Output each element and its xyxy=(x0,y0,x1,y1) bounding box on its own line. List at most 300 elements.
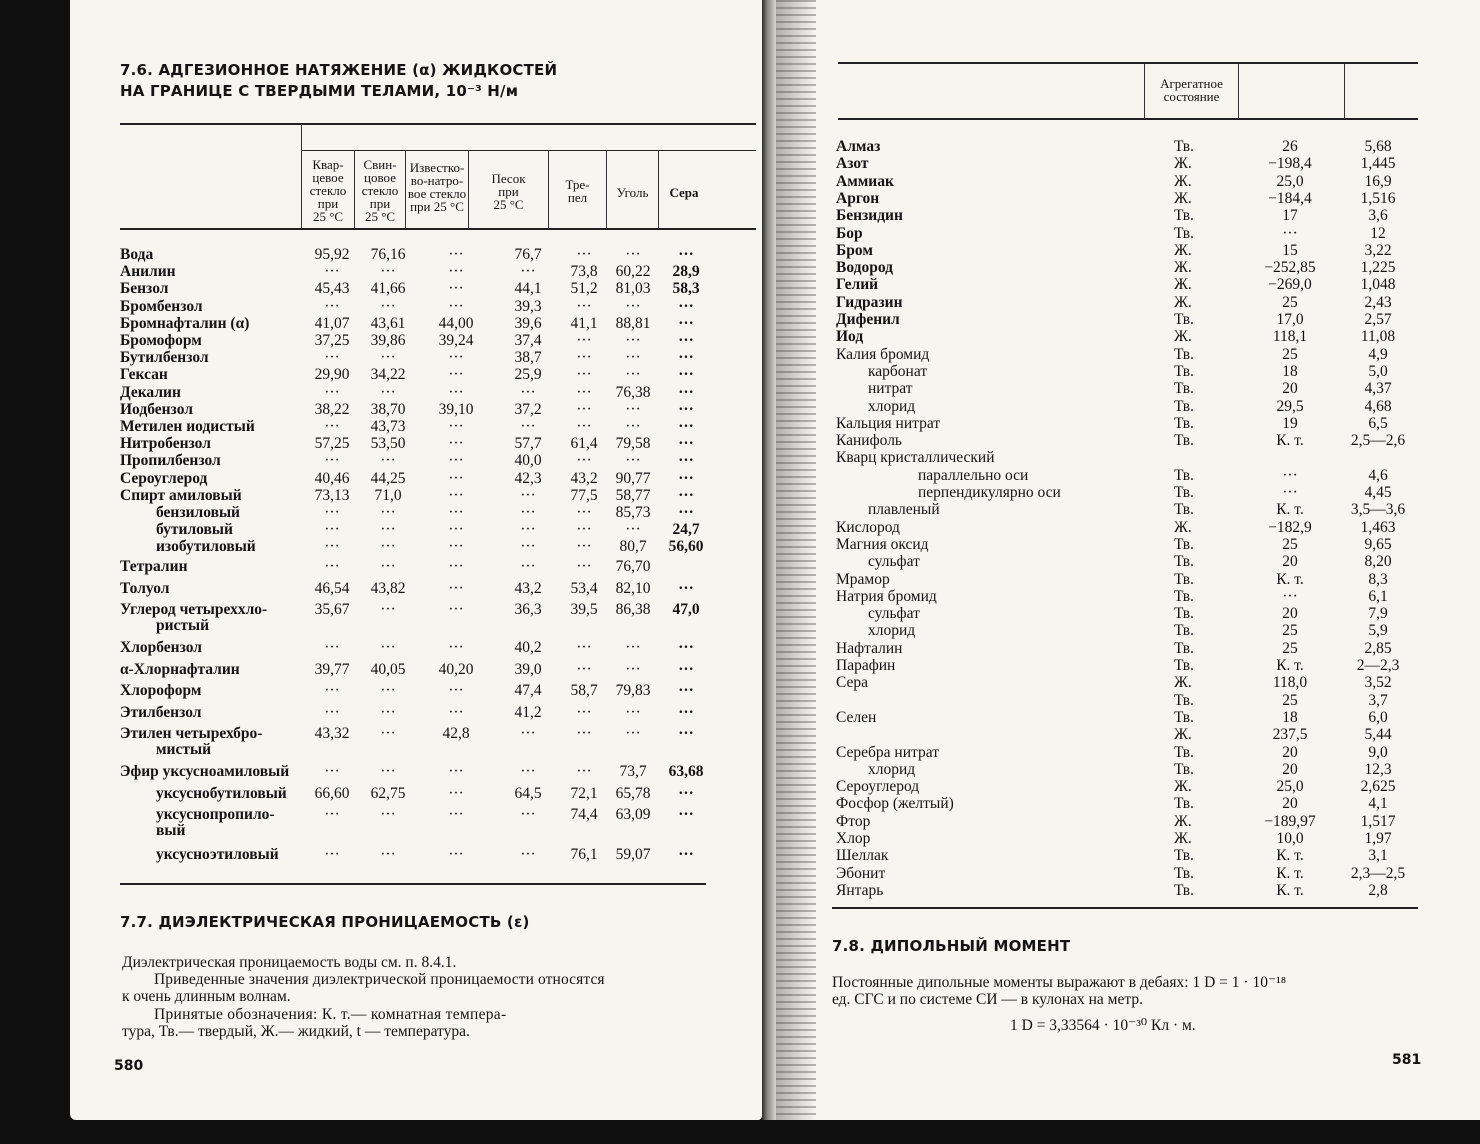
alpha-value: 43,73 xyxy=(370,418,406,435)
alpha-value: ··· xyxy=(625,349,641,367)
alpha-value: ··· xyxy=(448,806,464,824)
alpha-value: ··· xyxy=(380,639,396,657)
liquid-name: Бромоформ xyxy=(120,332,202,349)
page-number-right: 581 xyxy=(1392,1052,1422,1068)
header-lead xyxy=(355,158,405,223)
alpha-value: ··· xyxy=(380,601,396,619)
alpha-value: ··· xyxy=(576,521,592,539)
alpha-value: ··· xyxy=(448,763,464,781)
alpha-value: 38,7 xyxy=(514,349,542,367)
alpha-value: ··· xyxy=(324,538,340,556)
alpha-value: ··· xyxy=(678,418,694,435)
alpha-value: 34,22 xyxy=(370,366,406,384)
alpha-value: 43,2 xyxy=(570,469,598,487)
alpha-value: 80,7 xyxy=(619,538,647,556)
alpha-value: ··· xyxy=(448,579,464,597)
alpha-value: ··· xyxy=(324,639,340,657)
alpha-value: ··· xyxy=(520,558,536,576)
temperature-value: 25 xyxy=(1282,622,1298,640)
alpha-value: 85,73 xyxy=(615,504,651,521)
alpha-value: ··· xyxy=(576,332,592,349)
aggregate-state: Ж. xyxy=(1174,726,1192,744)
alpha-value: ··· xyxy=(520,383,536,401)
permittivity-value: 1,048 xyxy=(1360,276,1396,294)
permittivity-value: 2,43 xyxy=(1364,293,1392,311)
header-sand-line: 25 °С xyxy=(493,197,524,212)
alpha-value: ··· xyxy=(380,383,396,401)
permittivity-value: 4,68 xyxy=(1364,397,1392,415)
aggregate-state: Тв. xyxy=(1174,743,1194,761)
alpha-value: 76,70 xyxy=(615,558,651,576)
aggregate-state: Ж. xyxy=(1174,293,1192,311)
aggregate-state: Тв. xyxy=(1174,622,1194,640)
permittivity-value: 4,37 xyxy=(1364,380,1392,398)
alpha-value: ··· xyxy=(576,725,592,743)
page-number-left: 580 xyxy=(114,1058,144,1074)
alpha-value: ··· xyxy=(625,297,641,315)
temperature-value: 25 xyxy=(1282,639,1298,657)
alpha-value: ··· xyxy=(380,538,396,556)
permittivity-value: 4,45 xyxy=(1364,484,1392,501)
header-quartz xyxy=(302,158,354,223)
alpha-value: ··· xyxy=(576,763,592,781)
alpha-value: 58,3 xyxy=(672,280,700,298)
group-header-rule xyxy=(302,150,756,151)
alpha-value: ··· xyxy=(324,263,340,281)
alpha-value: 60,22 xyxy=(615,263,651,281)
temperature-value: 20 xyxy=(1282,795,1298,813)
alpha-value: ··· xyxy=(380,806,396,824)
temperature-value: −252,85 xyxy=(1264,259,1316,277)
alpha-value: ··· xyxy=(324,682,340,700)
alpha-value: ··· xyxy=(625,639,641,657)
permittivity-value: 9,0 xyxy=(1368,743,1388,761)
liquid-name: Толуол xyxy=(120,579,170,597)
temperature-value: ··· xyxy=(1282,466,1298,484)
liquid-name: Бензол xyxy=(120,280,169,298)
liquid-name: Углерод четыреххло- xyxy=(120,601,268,619)
alpha-value: 39,77 xyxy=(314,660,350,678)
alpha-value: ··· xyxy=(678,703,694,721)
alpha-value: 58,7 xyxy=(570,682,598,700)
substance-name: Бром xyxy=(836,241,873,259)
temperature-value: ··· xyxy=(1282,224,1298,242)
alpha-value: 44,1 xyxy=(514,280,542,298)
liquid-name-continued: мистый xyxy=(156,741,212,759)
liquid-name: Этилен четырехбро- xyxy=(120,725,263,743)
alpha-value: ··· xyxy=(520,725,536,743)
alpha-value: 35,67 xyxy=(314,601,350,619)
temperature-value: −182,9 xyxy=(1268,518,1312,536)
alpha-value: 73,13 xyxy=(314,486,350,504)
alpha-value: 40,46 xyxy=(314,469,350,487)
alpha-value: ··· xyxy=(678,504,694,521)
alpha-value: 39,5 xyxy=(570,601,598,619)
aggregate-state: Тв. xyxy=(1174,414,1194,432)
permittivity-value: 1,516 xyxy=(1360,189,1396,207)
alpha-value: ··· xyxy=(678,725,694,743)
alpha-value: 38,70 xyxy=(370,400,406,418)
liquid-name: Иодбензол xyxy=(120,400,193,418)
temperature-value: −269,0 xyxy=(1268,276,1312,294)
alpha-value: ··· xyxy=(380,521,396,539)
alpha-value: ··· xyxy=(678,486,694,504)
temperature-value: 15 xyxy=(1282,241,1298,259)
alpha-value: ··· xyxy=(520,763,536,781)
alpha-value: 57,7 xyxy=(514,435,542,453)
aggregate-state: Тв. xyxy=(1174,639,1194,657)
liquid-name-continued: вый xyxy=(156,822,186,840)
liquid-name: Бромнафталин (α) xyxy=(120,314,250,332)
alpha-value: ··· xyxy=(448,521,464,539)
temperature-value: 25 xyxy=(1282,691,1298,709)
temperature-value: ··· xyxy=(1282,587,1298,605)
alpha-value: ··· xyxy=(625,366,641,384)
alpha-value: 37,25 xyxy=(314,332,350,349)
liquid-name: Хлороформ xyxy=(120,682,202,700)
alpha-value: ··· xyxy=(448,435,464,453)
alpha-value: ··· xyxy=(576,246,592,263)
alpha-value: 39,24 xyxy=(438,332,474,349)
permittivity-value: 5,0 xyxy=(1368,362,1388,380)
alpha-value: ··· xyxy=(324,504,340,521)
substance-name: хлорид xyxy=(868,397,916,415)
permittivity-value: 9,65 xyxy=(1364,535,1392,553)
header-sand-line: Песок xyxy=(491,171,526,186)
alpha-value: 39,0 xyxy=(514,660,542,678)
substance-name: Кальция нитрат xyxy=(836,414,941,432)
alpha-value: 57,25 xyxy=(314,435,350,453)
temperature-value: К. т. xyxy=(1276,864,1304,882)
alpha-value: ··· xyxy=(576,452,592,470)
substance-name: Иод xyxy=(836,328,864,346)
substance-name: Нафталин xyxy=(836,639,903,657)
alpha-value: ··· xyxy=(448,784,464,802)
permittivity-value: 1,517 xyxy=(1360,812,1396,830)
alpha-value: ··· xyxy=(448,452,464,470)
substance-name: Водород xyxy=(836,259,893,277)
header-quartz-line: 25 °С xyxy=(312,209,344,224)
alpha-value: 81,03 xyxy=(615,280,651,298)
alpha-value: ··· xyxy=(678,246,694,263)
alpha-value: 24,7 xyxy=(672,521,700,539)
permittivity-value: 12,3 xyxy=(1364,760,1392,778)
alpha-value: 51,2 xyxy=(570,280,598,298)
alpha-value: ··· xyxy=(576,639,592,657)
alpha-value: ··· xyxy=(678,806,694,824)
aggregate-state: Тв. xyxy=(1174,380,1194,398)
aggregate-state: Ж. xyxy=(1174,830,1192,847)
section-7-7-paragraph-1: Диэлектрическая проницаемость воды см. п. 8.4.1. xyxy=(122,954,457,971)
header-bottom-rule xyxy=(838,118,1418,120)
alpha-value: ··· xyxy=(520,418,536,435)
section-7-7-paragraph-2-line2: к очень длинным волнам. xyxy=(122,988,291,1005)
alpha-value: 41,66 xyxy=(370,280,406,298)
permittivity-value: 2,85 xyxy=(1364,639,1392,657)
aggregate-state: Тв. xyxy=(1174,501,1194,519)
temperature-value: 25,0 xyxy=(1276,778,1304,796)
alpha-value: ··· xyxy=(380,452,396,470)
alpha-value: ··· xyxy=(678,383,694,401)
alpha-value: 62,75 xyxy=(370,784,406,802)
alpha-value: 36,3 xyxy=(514,601,542,619)
section-7-7-title: 7.7. ДИЭЛЕКТРИЧЕСКАЯ ПРОНИЦАЕМОСТЬ (ε) xyxy=(120,913,530,931)
alpha-value: ··· xyxy=(576,400,592,418)
alpha-value: 37,4 xyxy=(514,332,542,349)
alpha-value: ··· xyxy=(678,314,694,332)
temperature-value: 26 xyxy=(1282,138,1298,155)
temperature-value: 17,0 xyxy=(1276,311,1304,328)
table-bottom-rule xyxy=(832,907,1418,909)
temperature-value: 118,0 xyxy=(1272,674,1308,692)
page-edge-speckle xyxy=(776,0,816,1120)
alpha-value: 95,92 xyxy=(314,246,350,263)
substance-name: Гидразин xyxy=(836,293,903,311)
alpha-value: ··· xyxy=(520,486,536,504)
section-7-8-formula: 1 D = 3,33564 · 10⁻³⁰ Кл · м. xyxy=(1010,1017,1196,1034)
alpha-value: ··· xyxy=(678,349,694,367)
liquid-name: Сероуглерод xyxy=(120,469,208,487)
temperature-value: 29,5 xyxy=(1276,397,1304,415)
aggregate-state: Тв. xyxy=(1174,138,1194,155)
aggregate-state: Тв. xyxy=(1174,847,1194,865)
permittivity-value: 2,5—2,6 xyxy=(1350,432,1406,450)
aggregate-state: Тв. xyxy=(1174,484,1194,501)
alpha-value: ··· xyxy=(678,784,694,802)
substance-name: Кварц кристаллический xyxy=(836,449,995,467)
section-7-8-paragraph-line2: ед. СГС и по системе СИ — в кулонах на метр. xyxy=(832,991,1143,1008)
alpha-value: 73,8 xyxy=(570,263,598,281)
permittivity-value: 5,44 xyxy=(1364,726,1392,744)
alpha-value: ··· xyxy=(576,366,592,384)
temperature-value: 18 xyxy=(1282,362,1298,380)
aggregate-state: Тв. xyxy=(1174,795,1194,813)
alpha-value: 28,9 xyxy=(672,263,700,281)
substance-name: перпендикулярно оси xyxy=(918,484,1061,501)
header-bottom-rule xyxy=(120,228,756,230)
alpha-value: ··· xyxy=(448,558,464,576)
header-quartz-line: цевое xyxy=(312,170,344,185)
temperature-value: 20 xyxy=(1282,553,1298,571)
substance-name: Сероуглерод xyxy=(836,778,920,796)
alpha-value: ··· xyxy=(324,558,340,576)
header-sulfur-line: Сера xyxy=(669,185,699,200)
substance-name: Дифенил xyxy=(836,311,900,328)
alpha-value: ··· xyxy=(448,246,464,263)
table-top-rule xyxy=(120,123,756,125)
header-quartz-line: Квар- xyxy=(312,157,344,172)
section-7-6-title-line1: 7.6. АДГЕЗИОННОЕ НАТЯЖЕНИЕ (α) ЖИДКОСТЕЙ xyxy=(120,61,558,79)
alpha-value: 88,81 xyxy=(615,314,651,332)
header-coal-line: Уголь xyxy=(616,185,649,200)
temperature-value: 20 xyxy=(1282,380,1298,398)
substance-name: Аммиак xyxy=(836,172,894,190)
alpha-value: 86,38 xyxy=(615,601,651,619)
header-column-divider xyxy=(1238,64,1239,118)
alpha-value: ··· xyxy=(678,297,694,315)
substance-name: Шеллак xyxy=(836,847,889,865)
permittivity-value: 5,9 xyxy=(1368,622,1388,640)
aggregate-state: Тв. xyxy=(1174,311,1194,328)
aggregate-state: Тв. xyxy=(1174,345,1194,363)
header-lead-line: Свин- xyxy=(363,157,397,172)
alpha-value: 25,9 xyxy=(514,366,542,384)
alpha-value: 40,2 xyxy=(514,639,542,657)
alpha-value: 71,0 xyxy=(374,486,402,504)
substance-name: сульфат xyxy=(868,605,920,623)
alpha-value: ··· xyxy=(576,349,592,367)
header-tripoli-line: пел xyxy=(567,190,588,205)
alpha-value: ··· xyxy=(576,297,592,315)
alpha-value: ··· xyxy=(324,806,340,824)
alpha-value: 44,00 xyxy=(438,314,474,332)
header-lime-line: при 25 °С xyxy=(410,199,464,214)
alpha-value: ··· xyxy=(678,639,694,657)
alpha-value: ··· xyxy=(576,538,592,556)
alpha-value: ··· xyxy=(625,452,641,470)
substance-name: хлорид xyxy=(868,622,916,640)
permittivity-value: 16,9 xyxy=(1364,172,1392,190)
substance-name: Калия бромид xyxy=(836,345,930,363)
alpha-value: 72,1 xyxy=(570,784,598,802)
permittivity-value: 1,97 xyxy=(1364,830,1392,847)
alpha-value: 77,5 xyxy=(570,486,598,504)
alpha-value: 79,58 xyxy=(615,435,651,453)
temperature-value: 18 xyxy=(1282,708,1298,726)
permittivity-value: 1,463 xyxy=(1360,518,1396,536)
alpha-value: ··· xyxy=(625,246,641,263)
permittivity-value: 3,52 xyxy=(1364,674,1392,692)
aggregate-state: Тв. xyxy=(1174,605,1194,623)
alpha-value: ··· xyxy=(448,846,464,864)
substance-name: карбонат xyxy=(868,362,928,380)
permittivity-value: 4,1 xyxy=(1368,795,1388,813)
alpha-value: 42,3 xyxy=(514,469,542,487)
alpha-value: ··· xyxy=(625,332,641,349)
alpha-value: 29,90 xyxy=(314,366,350,384)
alpha-value: ··· xyxy=(324,349,340,367)
alpha-value: 90,77 xyxy=(615,469,651,487)
temperature-value: К. т. xyxy=(1276,881,1304,899)
liquid-name: Хлорбензол xyxy=(120,639,202,657)
liquid-name: Метилен иодистый xyxy=(120,418,255,435)
temperature-value: 20 xyxy=(1282,743,1298,761)
alpha-value: 66,60 xyxy=(314,784,350,802)
alpha-value: 76,16 xyxy=(370,246,406,263)
liquid-name: бензиловый xyxy=(156,504,240,521)
aggregate-state: Ж. xyxy=(1174,674,1192,692)
alpha-value: ··· xyxy=(625,521,641,539)
liquid-name: уксусноэтиловый xyxy=(156,846,279,864)
substance-name: Парафин xyxy=(836,657,896,674)
aggregate-state: Тв. xyxy=(1174,466,1194,484)
alpha-value: 76,1 xyxy=(570,846,598,864)
liquid-name: Этилбензол xyxy=(120,703,202,721)
alpha-value: 82,10 xyxy=(615,579,651,597)
liquid-name: Бутилбензол xyxy=(120,349,209,367)
substance-name: Бор xyxy=(836,224,863,242)
alpha-value: 64,5 xyxy=(514,784,542,802)
aggregate-state: Тв. xyxy=(1174,535,1194,553)
alpha-value: ··· xyxy=(520,504,536,521)
aggregate-state: Тв. xyxy=(1174,760,1194,778)
alpha-value: ··· xyxy=(678,435,694,453)
alpha-value: 39,10 xyxy=(438,400,474,418)
aggregate-state: Ж. xyxy=(1174,778,1192,796)
alpha-value: 59,07 xyxy=(615,846,651,864)
alpha-value: ··· xyxy=(324,383,340,401)
alpha-value: 39,6 xyxy=(514,314,542,332)
aggregate-state: Тв. xyxy=(1174,881,1194,899)
alpha-value: ··· xyxy=(678,452,694,470)
permittivity-value: 2—2,3 xyxy=(1356,657,1400,674)
alpha-value: ··· xyxy=(380,846,396,864)
header-lead-line: цовое xyxy=(364,170,396,185)
permittivity-value: 4,6 xyxy=(1368,466,1388,484)
alpha-value: ··· xyxy=(448,349,464,367)
aggregate-state: Тв. xyxy=(1174,708,1194,726)
aggregate-state: Тв. xyxy=(1174,397,1194,415)
substance-name: Канифоль xyxy=(836,432,902,450)
alpha-value: 53,50 xyxy=(370,435,406,453)
alpha-value: ··· xyxy=(520,263,536,281)
book-gutter xyxy=(762,0,776,1120)
alpha-value: ··· xyxy=(324,297,340,315)
aggregate-state: Ж. xyxy=(1174,172,1192,190)
table-bottom-rule xyxy=(120,883,706,885)
alpha-value: ··· xyxy=(380,558,396,576)
aggregate-state: Тв. xyxy=(1174,657,1194,674)
aggregate-state: Ж. xyxy=(1174,241,1192,259)
header-quartz-line: стекло xyxy=(309,183,347,198)
alpha-value: ··· xyxy=(324,418,340,435)
alpha-value: 40,0 xyxy=(514,452,542,470)
alpha-value: ··· xyxy=(520,806,536,824)
alpha-value: ··· xyxy=(678,366,694,384)
header-sand-line: при xyxy=(498,184,519,199)
alpha-value: 47,0 xyxy=(672,601,700,619)
substance-name: параллельно оси xyxy=(918,466,1029,484)
section-7-8-title: 7.8. ДИПОЛЬНЫЙ МОМЕНТ xyxy=(832,937,1071,955)
alpha-value: 43,61 xyxy=(370,314,406,332)
temperature-value: −198,4 xyxy=(1268,155,1312,173)
alpha-value: 46,54 xyxy=(314,579,350,597)
alpha-value: ··· xyxy=(324,763,340,781)
alpha-value: 41,07 xyxy=(314,314,350,332)
permittivity-value: 4,9 xyxy=(1368,345,1388,363)
alpha-value: ··· xyxy=(520,521,536,539)
section-7-6-title-line2: НА ГРАНИЦЕ С ТВЕРДЫМИ ТЕЛАМИ, 10⁻³ Н/м xyxy=(120,82,519,100)
alpha-value: 79,83 xyxy=(615,682,651,700)
alpha-value: ··· xyxy=(678,332,694,349)
temperature-value: 19 xyxy=(1282,414,1298,432)
header-state-line: состояние xyxy=(1163,89,1220,104)
permittivity-value: 2,8 xyxy=(1368,881,1388,899)
aggregate-state: Ж. xyxy=(1174,328,1192,346)
alpha-value: ··· xyxy=(576,383,592,401)
temperature-value: 10,0 xyxy=(1276,830,1304,847)
temperature-value: −184,4 xyxy=(1268,189,1312,207)
substance-name: Кислород xyxy=(836,518,900,536)
alpha-value: ··· xyxy=(448,418,464,435)
alpha-value: ··· xyxy=(576,703,592,721)
alpha-value: 43,82 xyxy=(370,579,406,597)
substance-name: Алмаз xyxy=(836,138,881,155)
alpha-value: ··· xyxy=(380,504,396,521)
temperature-value: 25,0 xyxy=(1276,172,1304,190)
alpha-value: ··· xyxy=(380,263,396,281)
alpha-value: ··· xyxy=(448,297,464,315)
